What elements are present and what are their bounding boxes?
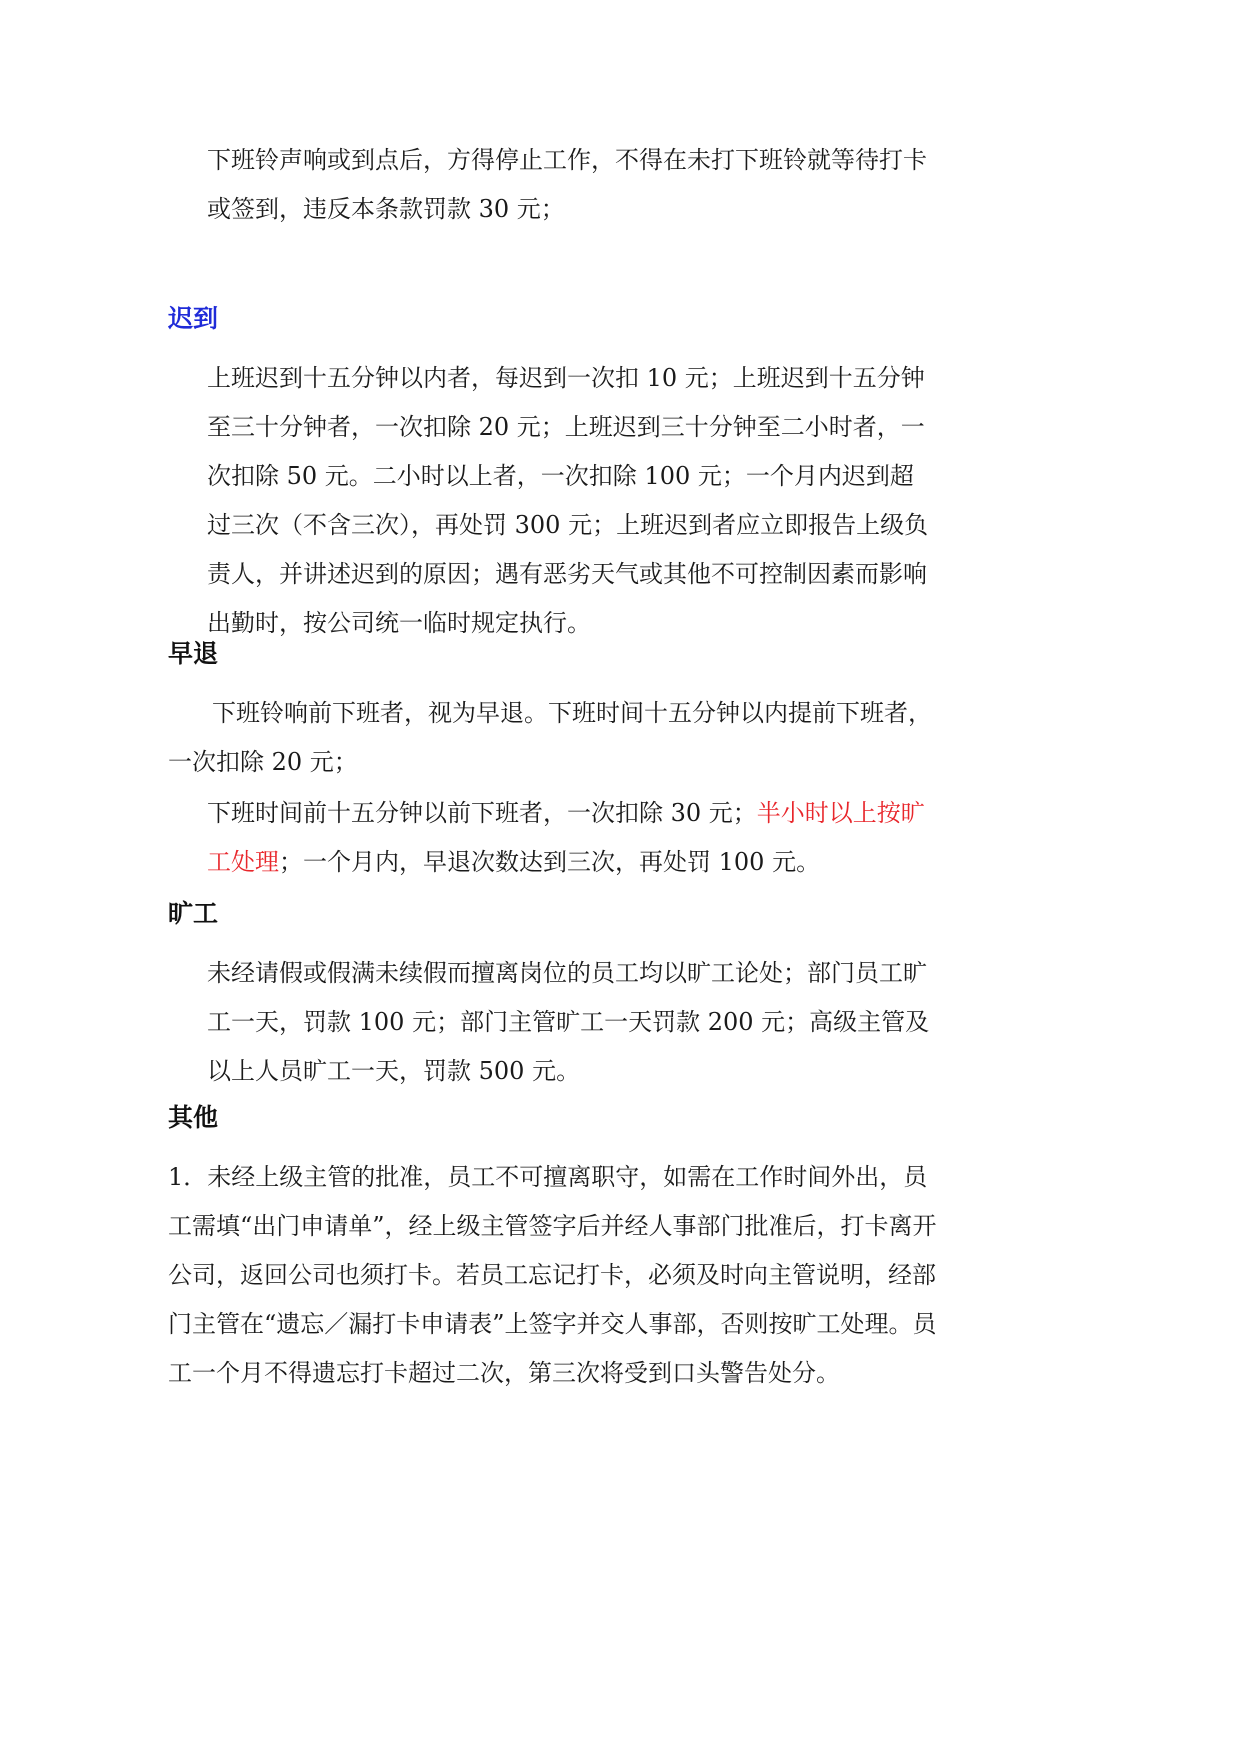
other-item-1: 1．未经上级主管的批准，员工不可擅离职守，如需在工作时间外出，员工需填“出门申请单”，经上级主管签字后并经人事部门批准后，打卡离开公司，返回公司也须打卡。若员工忘记打卡，必须及时向主管说明，经部门主管在“遗忘／漏打卡申请表”上签字并交人事部，否则按旷工处理。员工一个月不得遗忘打卡超过二次，第三次将受到口头警告处分。 [168,1163,937,1387]
absence-rule-highlight: 半小时以上按旷工处理 [207,799,925,876]
late-heading: 迟到 [168,304,219,333]
absence-heading: 旷工 [168,899,219,928]
other-heading: 其他 [168,1103,219,1132]
early-leave-paragraph-1: 下班铃响前下班者，视为早退。下班时间十五分钟以内提前下班者，一次扣除 20 元； [168,699,932,776]
early-leave-text-before: 下班时间前十五分钟以前下班者，一次扣除 30 元； [207,799,757,827]
early-leave-heading: 早退 [168,639,219,668]
early-leave-paragraph-2 [207,789,927,887]
late-paragraph: 上班迟到十五分钟以内者，每迟到一次扣 10 元；上班迟到十五分钟至三十分钟者，一次扣除 20 元；上班迟到三十分钟至二小时者，一次扣除 50 元。二小时以上者，一次扣除 100 元；一个月内迟到超过三次（不含三次），再处罚 300 元；上班迟到者应立即报告上级负责人，并讲述迟到的原因；遇有恶劣天气或其他不可控制因素而影响出勤时，按公司统一临时规定执行。 [207,364,929,637]
intro-paragraph: 下班铃声响或到点后，方得停止工作，不得在未打下班铃就等待打卡或签到，违反本条款罚款 30 元； [207,146,927,223]
absence-paragraph: 未经请假或假满未续假而擅离岗位的员工均以旷工论处；部门员工旷工一天，罚款 100 元；部门主管旷工一天罚款 200 元；高级主管及以上人员旷工一天，罚款 500 元。 [207,959,930,1085]
early-leave-text-after: ；一个月内，早退次数达到三次，再处罚 100 元。 [279,848,821,876]
